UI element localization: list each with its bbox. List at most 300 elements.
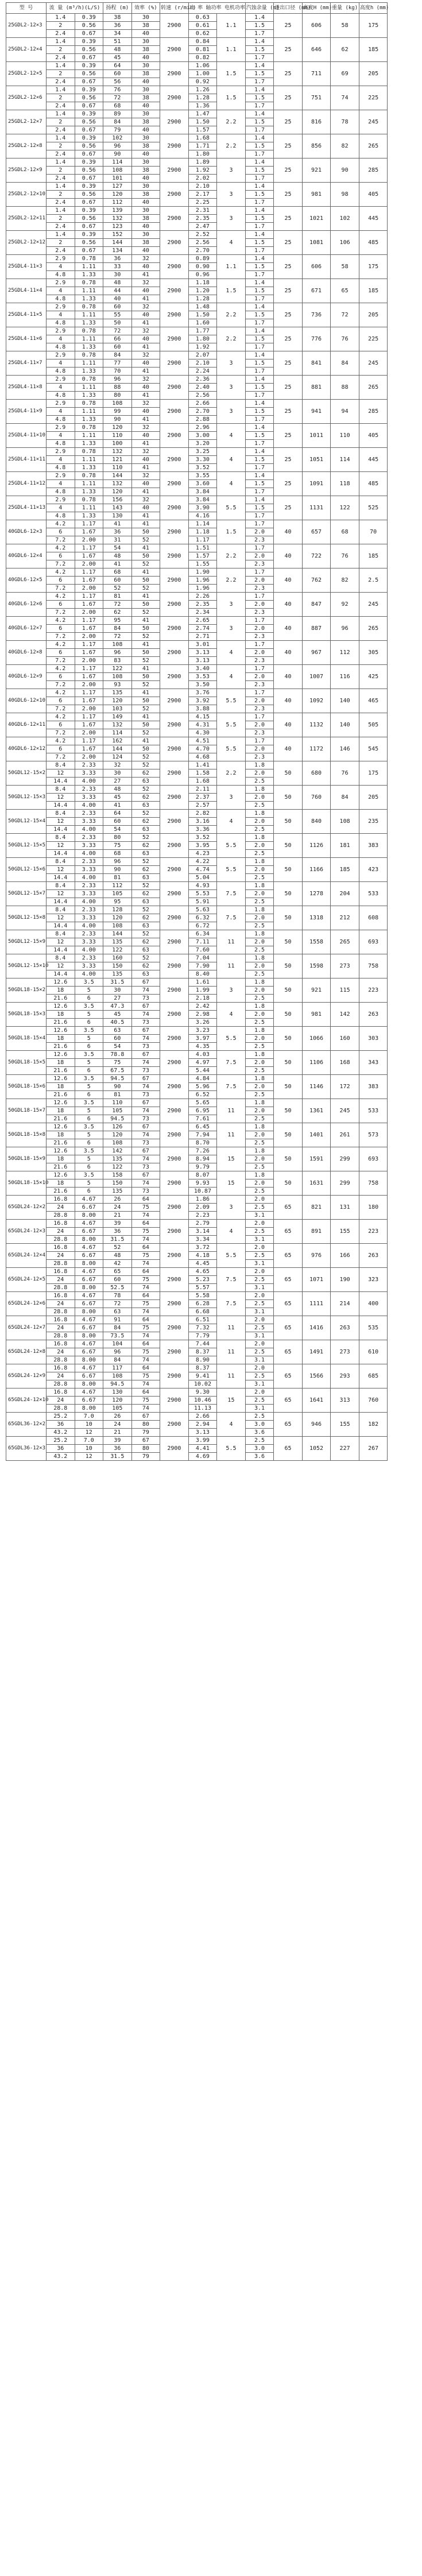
npsh-cell: 1.4 (245, 183, 274, 191)
npsh-cell: 2.0 (245, 721, 274, 729)
flow-ls-cell: 0.78 (75, 327, 103, 335)
npsh-cell: 1.7 (245, 392, 274, 400)
flow-ls-cell: 6 (75, 1067, 103, 1075)
flow-m3h-cell: 2.4 (47, 102, 75, 110)
flow-m3h-cell: 12 (47, 794, 75, 802)
flow-ls-cell: 0.67 (75, 199, 103, 207)
weight-cell: 112 (331, 641, 359, 665)
flow-m3h-cell: 2 (47, 46, 75, 54)
flow-m3h-cell: 16.8 (47, 1292, 75, 1300)
model-cell: 25GDL4-11×3 (6, 255, 47, 279)
shaft-power-cell: 7.90 (188, 962, 217, 970)
flow-m3h-cell: 4 (47, 408, 75, 416)
efficiency-cell: 52 (131, 954, 160, 962)
table-row (6, 86, 416, 94)
flow-ls-cell: 1.17 (75, 617, 103, 625)
weight-cell: 114 (331, 448, 359, 472)
shaft-power-cell: 2.56 (188, 392, 217, 400)
weight-cell: 293 (331, 1364, 359, 1388)
shaft-power-cell: 9.41 (188, 1372, 217, 1380)
flow-ls-cell: 8.00 (75, 1380, 103, 1388)
npsh-cell: 2.0 (245, 625, 274, 633)
table-row (6, 713, 416, 721)
efficiency-cell: 74 (131, 1011, 160, 1019)
table-row (6, 448, 416, 456)
model-cell: 65GDL24-12×9 (6, 1364, 47, 1388)
height-cell: 1081 (302, 231, 331, 255)
flow-m3h-cell: 2 (47, 70, 75, 78)
head-cell: 72 (103, 1300, 132, 1308)
flow-ls-cell: 1.17 (75, 737, 103, 745)
head-cell: 31 (103, 536, 132, 544)
height-h-cell: 485 (359, 472, 388, 496)
npsh-cell: 2.0 (245, 914, 274, 922)
table-row (6, 665, 416, 673)
flow-ls-cell: 6.67 (75, 1324, 103, 1332)
shaft-power-cell: 8.90 (188, 1356, 217, 1364)
inlet-cell: 25 (274, 472, 303, 496)
height-cell: 1566 (302, 1364, 331, 1388)
height-h-cell: 2.5 (359, 568, 388, 593)
npsh-cell: 2.0 (245, 987, 274, 995)
flow-ls-cell: 6 (75, 1139, 103, 1147)
npsh-cell: 2.0 (245, 1083, 274, 1091)
head-cell: 132 (103, 721, 132, 729)
flow-ls-cell: 2.33 (75, 834, 103, 842)
head-cell: 70 (103, 368, 132, 376)
model-cell: 40GDL6-12×8 (6, 641, 47, 665)
height-cell: 646 (302, 38, 331, 62)
table-row (6, 279, 416, 287)
weight-cell: 88 (331, 376, 359, 400)
head-cell: 62 (103, 609, 132, 617)
flow-m3h-cell: 7.2 (47, 609, 75, 617)
flow-ls-cell: 0.56 (75, 167, 103, 175)
head-cell: 88 (103, 384, 132, 392)
shaft-power-cell: 4.35 (188, 1043, 217, 1051)
shaft-power-cell: 3.13 (188, 1429, 217, 1437)
shaft-power-cell: 6.28 (188, 1300, 217, 1308)
head-cell: 156 (103, 496, 132, 504)
motor-power-cell: 11 (217, 1123, 246, 1147)
flow-ls-cell: 1.11 (75, 287, 103, 295)
flow-m3h-cell: 6 (47, 673, 75, 681)
efficiency-cell: 64 (131, 1364, 160, 1372)
model-cell: 65GDL24-12×7 (6, 1316, 47, 1340)
flow-m3h-cell: 2.4 (47, 150, 75, 158)
height-cell: 760 (302, 786, 331, 810)
table-body (6, 14, 416, 1461)
height-cell: 840 (302, 810, 331, 834)
npsh-cell: 1.7 (245, 247, 274, 255)
flow-m3h-cell: 16.8 (47, 1364, 75, 1372)
efficiency-cell: 41 (131, 544, 160, 552)
speed-cell: 2900 (160, 472, 189, 496)
speed-cell: 2900 (160, 1220, 189, 1244)
efficiency-cell: 41 (131, 593, 160, 601)
flow-ls-cell: 3.33 (75, 938, 103, 946)
efficiency-cell: 63 (131, 826, 160, 834)
height-h-cell: 383 (359, 1075, 388, 1099)
speed-cell: 2900 (160, 737, 189, 761)
header-power: 功 率 轴功率 电机功率 (188, 3, 245, 14)
shaft-power-cell: 4.45 (188, 1260, 217, 1268)
shaft-power-cell: 1.77 (188, 327, 217, 335)
flow-ls-cell: 1.33 (75, 512, 103, 520)
weight-cell: 172 (331, 1075, 359, 1099)
height-h-cell: 445 (359, 448, 388, 472)
flow-m3h-cell: 4.2 (47, 665, 75, 673)
speed-cell: 2900 (160, 110, 189, 134)
height-h-cell: 425 (359, 665, 388, 689)
flow-ls-cell: 4.00 (75, 826, 103, 834)
motor-power-cell: 3 (217, 400, 246, 424)
npsh-cell: 1.5 (245, 167, 274, 175)
efficiency-cell: 63 (131, 898, 160, 906)
shaft-power-cell: 2.24 (188, 368, 217, 376)
weight-cell: 155 (331, 1413, 359, 1437)
flow-m3h-cell: 2 (47, 94, 75, 102)
efficiency-cell: 40 (131, 480, 160, 488)
head-cell: 75 (103, 842, 132, 850)
header-speed: 转速 (r/min) (160, 3, 189, 14)
flow-m3h-cell: 1.4 (47, 38, 75, 46)
speed-cell: 2900 (160, 882, 189, 906)
npsh-cell: 1.4 (245, 158, 274, 167)
flow-ls-cell: 1.17 (75, 593, 103, 601)
head-cell: 68 (103, 568, 132, 577)
npsh-cell: 2.0 (245, 1292, 274, 1300)
inlet-cell: 25 (274, 255, 303, 279)
model-cell: 50GDL12-15×8 (6, 906, 47, 930)
flow-ls-cell: 0.78 (75, 255, 103, 263)
table-row (6, 689, 416, 697)
model-cell: 40GDL6-12×9 (6, 665, 47, 689)
inlet-cell: 50 (274, 786, 303, 810)
weight-cell: 299 (331, 1147, 359, 1171)
npsh-cell: 2.0 (245, 794, 274, 802)
flow-ls-cell: 1.17 (75, 713, 103, 721)
flow-m3h-cell: 12 (47, 962, 75, 970)
shaft-power-cell: 2.10 (188, 359, 217, 368)
flow-m3h-cell: 4 (47, 263, 75, 271)
flow-ls-cell: 6 (75, 995, 103, 1003)
motor-power-cell: 11 (217, 1099, 246, 1123)
height-cell: 821 (302, 1196, 331, 1220)
npsh-cell: 3.0 (245, 1445, 274, 1453)
efficiency-cell: 67 (131, 978, 160, 987)
flow-m3h-cell: 7.2 (47, 705, 75, 713)
shaft-power-cell: 2.42 (188, 1003, 217, 1011)
weight-cell: 76 (331, 327, 359, 351)
flow-m3h-cell: 14.4 (47, 922, 75, 930)
motor-power-cell: 3 (217, 183, 246, 207)
inlet-cell: 65 (274, 1413, 303, 1437)
inlet-cell: 25 (274, 207, 303, 231)
height-h-cell: 343 (359, 1051, 388, 1075)
shaft-power-cell: 4.69 (188, 1453, 217, 1461)
speed-cell: 2900 (160, 1003, 189, 1027)
efficiency-cell: 50 (131, 673, 160, 681)
efficiency-cell: 63 (131, 922, 160, 930)
shaft-power-cell: 5.57 (188, 1284, 217, 1292)
flow-m3h-cell: 28.8 (47, 1332, 75, 1340)
efficiency-cell: 52 (131, 906, 160, 914)
model-cell: 25GDL4-11×10 (6, 424, 47, 448)
shaft-power-cell: 0.90 (188, 263, 217, 271)
flow-ls-cell: 1.11 (75, 432, 103, 440)
flow-m3h-cell: 4.8 (47, 392, 75, 400)
model-cell: 25GDL4-11×11 (6, 448, 47, 472)
flow-m3h-cell: 2 (47, 22, 75, 30)
flow-ls-cell: 2.00 (75, 536, 103, 544)
shaft-power-cell: 1.80 (188, 150, 217, 158)
flow-m3h-cell: 4.8 (47, 271, 75, 279)
speed-cell: 2900 (160, 1388, 189, 1413)
efficiency-cell: 74 (131, 1260, 160, 1268)
flow-m3h-cell: 28.8 (47, 1405, 75, 1413)
head-cell: 90 (103, 150, 132, 158)
flow-ls-cell: 2.33 (75, 858, 103, 866)
height-cell: 1132 (302, 713, 331, 737)
shaft-power-cell: 1.50 (188, 311, 217, 319)
flow-ls-cell: 1.67 (75, 649, 103, 657)
table-row (6, 1171, 416, 1179)
npsh-cell: 3.1 (245, 1284, 274, 1292)
weight-cell: 96 (331, 617, 359, 641)
shaft-power-cell: 1.00 (188, 70, 217, 78)
efficiency-cell: 32 (131, 327, 160, 335)
efficiency-cell: 52 (131, 536, 160, 544)
flow-m3h-cell: 4 (47, 335, 75, 343)
speed-cell: 2900 (160, 231, 189, 255)
table-row (6, 1388, 416, 1397)
weight-cell: 166 (331, 1244, 359, 1268)
motor-power-cell: 7.5 (217, 1292, 246, 1316)
npsh-cell: 1.7 (245, 464, 274, 472)
shaft-power-cell: 3.13 (188, 657, 217, 665)
flow-ls-cell: 2.33 (75, 930, 103, 938)
head-cell: 158 (103, 1171, 132, 1179)
head-cell: 130 (103, 1388, 132, 1397)
flow-m3h-cell: 2 (47, 142, 75, 150)
npsh-cell: 1.8 (245, 810, 274, 818)
height-h-cell: 205 (359, 303, 388, 327)
flow-ls-cell: 5 (75, 1011, 103, 1019)
shaft-power-cell: 2.34 (188, 609, 217, 617)
flow-ls-cell: 1.67 (75, 697, 103, 705)
shaft-power-cell: 5.04 (188, 874, 217, 882)
shaft-power-cell: 1.47 (188, 110, 217, 118)
height-cell: 941 (302, 400, 331, 424)
weight-cell: 227 (331, 1437, 359, 1461)
head-cell: 135 (103, 970, 132, 978)
height-cell: 891 (302, 1220, 331, 1244)
npsh-cell: 1.7 (245, 544, 274, 552)
height-h-cell: 205 (359, 786, 388, 810)
npsh-cell: 2.5 (245, 1115, 274, 1123)
flow-m3h-cell: 1.4 (47, 14, 75, 22)
efficiency-cell: 75 (131, 1324, 160, 1332)
weight-cell: 190 (331, 1268, 359, 1292)
flow-ls-cell: 1.11 (75, 359, 103, 368)
flow-m3h-cell: 16.8 (47, 1316, 75, 1324)
model-cell: 50GDL18-15×7 (6, 1099, 47, 1123)
model-cell: 25GDL2-12×7 (6, 110, 47, 134)
npsh-cell: 1.4 (245, 472, 274, 480)
shaft-power-cell: 9.30 (188, 1388, 217, 1397)
shaft-power-cell: 5.58 (188, 1292, 217, 1300)
npsh-cell: 1.8 (245, 882, 274, 890)
flow-ls-cell: 3.5 (75, 1027, 103, 1035)
npsh-cell: 2.0 (245, 866, 274, 874)
npsh-cell: 2.0 (245, 1220, 274, 1228)
shaft-power-cell: 1.17 (188, 536, 217, 544)
shaft-power-cell: 6.45 (188, 1123, 217, 1131)
flow-ls-cell: 2.00 (75, 753, 103, 761)
flow-ls-cell: 3.33 (75, 866, 103, 874)
flow-ls-cell: 1.33 (75, 440, 103, 448)
height-h-cell: 465 (359, 689, 388, 713)
head-cell: 144 (103, 472, 132, 480)
efficiency-cell: 52 (131, 609, 160, 617)
flow-ls-cell: 0.39 (75, 62, 103, 70)
efficiency-cell: 32 (131, 472, 160, 480)
npsh-cell: 1.7 (245, 440, 274, 448)
npsh-cell: 2.0 (245, 1179, 274, 1188)
flow-ls-cell: 6.67 (75, 1276, 103, 1284)
inlet-cell: 50 (274, 1099, 303, 1123)
shaft-power-cell: 4.18 (188, 1252, 217, 1260)
flow-m3h-cell: 14.4 (47, 874, 75, 882)
flow-m3h-cell: 18 (47, 1107, 75, 1115)
head-cell: 93 (103, 681, 132, 689)
shaft-power-cell: 3.92 (188, 697, 217, 705)
flow-m3h-cell: 4.8 (47, 512, 75, 520)
speed-cell: 2900 (160, 1171, 189, 1196)
head-cell: 91 (103, 1316, 132, 1324)
flow-ls-cell: 8.00 (75, 1284, 103, 1292)
flow-m3h-cell: 1.4 (47, 158, 75, 167)
shaft-power-cell: 5.23 (188, 1276, 217, 1284)
efficiency-cell: 32 (131, 255, 160, 263)
shaft-power-cell: 2.47 (188, 223, 217, 231)
flow-ls-cell: 0.67 (75, 54, 103, 62)
flow-m3h-cell: 4.8 (47, 368, 75, 376)
npsh-cell: 3.1 (245, 1212, 274, 1220)
efficiency-cell: 75 (131, 1372, 160, 1380)
head-cell: 39 (103, 1437, 132, 1445)
height-h-cell: 760 (359, 1388, 388, 1413)
efficiency-cell: 73 (131, 1115, 160, 1123)
efficiency-cell: 41 (131, 689, 160, 697)
flow-ls-cell: 2.33 (75, 906, 103, 914)
weight-cell: 181 (331, 834, 359, 858)
npsh-cell: 1.5 (245, 359, 274, 368)
head-cell: 81 (103, 874, 132, 882)
motor-power-cell: 11 (217, 1364, 246, 1388)
model-cell: 40GDL6-12×4 (6, 544, 47, 568)
height-cell: 841 (302, 351, 331, 376)
head-cell: 56 (103, 78, 132, 86)
efficiency-cell: 75 (131, 1348, 160, 1356)
inlet-cell: 25 (274, 448, 303, 472)
table-row (6, 641, 416, 649)
motor-power-cell: 3 (217, 617, 246, 641)
head-cell: 152 (103, 231, 132, 239)
model-cell: 50GDL12-15×5 (6, 834, 47, 858)
npsh-cell: 2.0 (245, 1316, 274, 1324)
shaft-power-cell: 4.65 (188, 1268, 217, 1276)
efficiency-cell: 30 (131, 14, 160, 22)
model-cell: 65GDL24-12×6 (6, 1292, 47, 1316)
flow-m3h-cell: 16.8 (47, 1340, 75, 1348)
inlet-cell: 50 (274, 954, 303, 978)
npsh-cell: 1.8 (245, 858, 274, 866)
header-height-h: 高度h (mm) (359, 3, 388, 14)
npsh-cell: 2.5 (245, 1228, 274, 1236)
efficiency-cell: 30 (131, 207, 160, 215)
shaft-power-cell: 4.16 (188, 512, 217, 520)
flow-ls-cell: 3.5 (75, 978, 103, 987)
head-cell: 60 (103, 577, 132, 585)
flow-ls-cell: 1.67 (75, 528, 103, 536)
efficiency-cell: 41 (131, 416, 160, 424)
efficiency-cell: 52 (131, 585, 160, 593)
head-cell: 27 (103, 995, 132, 1003)
head-cell: 135 (103, 1155, 132, 1163)
flow-m3h-cell: 4.8 (47, 440, 75, 448)
inlet-cell: 40 (274, 520, 303, 544)
npsh-cell: 1.4 (245, 255, 274, 263)
shaft-power-cell: 4.84 (188, 1075, 217, 1083)
flow-ls-cell: 1.67 (75, 625, 103, 633)
model-cell: 25GDL2-12×8 (6, 134, 47, 158)
shaft-power-cell: 1.80 (188, 335, 217, 343)
efficiency-cell: 41 (131, 617, 160, 625)
efficiency-cell: 30 (131, 134, 160, 142)
motor-power-cell: 1.1 (217, 255, 246, 279)
head-cell: 134 (103, 247, 132, 255)
npsh-cell: 1.4 (245, 376, 274, 384)
shaft-power-cell: 3.26 (188, 1019, 217, 1027)
motor-power-cell: 4 (217, 665, 246, 689)
shaft-power-cell: 8.70 (188, 1139, 217, 1147)
model-cell: 50GDL18-15×4 (6, 1027, 47, 1051)
head-cell: 24 (103, 1421, 132, 1429)
head-cell: 144 (103, 930, 132, 938)
motor-power-cell: 5.5 (217, 834, 246, 858)
efficiency-cell: 62 (131, 866, 160, 874)
head-cell: 36 (103, 1445, 132, 1453)
head-cell: 76 (103, 86, 132, 94)
head-cell: 34 (103, 30, 132, 38)
height-cell: 1318 (302, 906, 331, 930)
flow-ls-cell: 5 (75, 987, 103, 995)
table-row (6, 1340, 416, 1348)
shaft-power-cell: 2.35 (188, 601, 217, 609)
flow-m3h-cell: 6 (47, 577, 75, 585)
flow-ls-cell: 0.56 (75, 94, 103, 102)
npsh-cell: 3.0 (245, 1421, 274, 1429)
shaft-power-cell: 1.99 (188, 987, 217, 995)
flow-ls-cell: 8.00 (75, 1212, 103, 1220)
flow-ls-cell: 4.00 (75, 946, 103, 954)
efficiency-cell: 50 (131, 697, 160, 705)
head-cell: 60 (103, 70, 132, 78)
efficiency-cell: 40 (131, 408, 160, 416)
shaft-power-cell: 10.02 (188, 1380, 217, 1388)
